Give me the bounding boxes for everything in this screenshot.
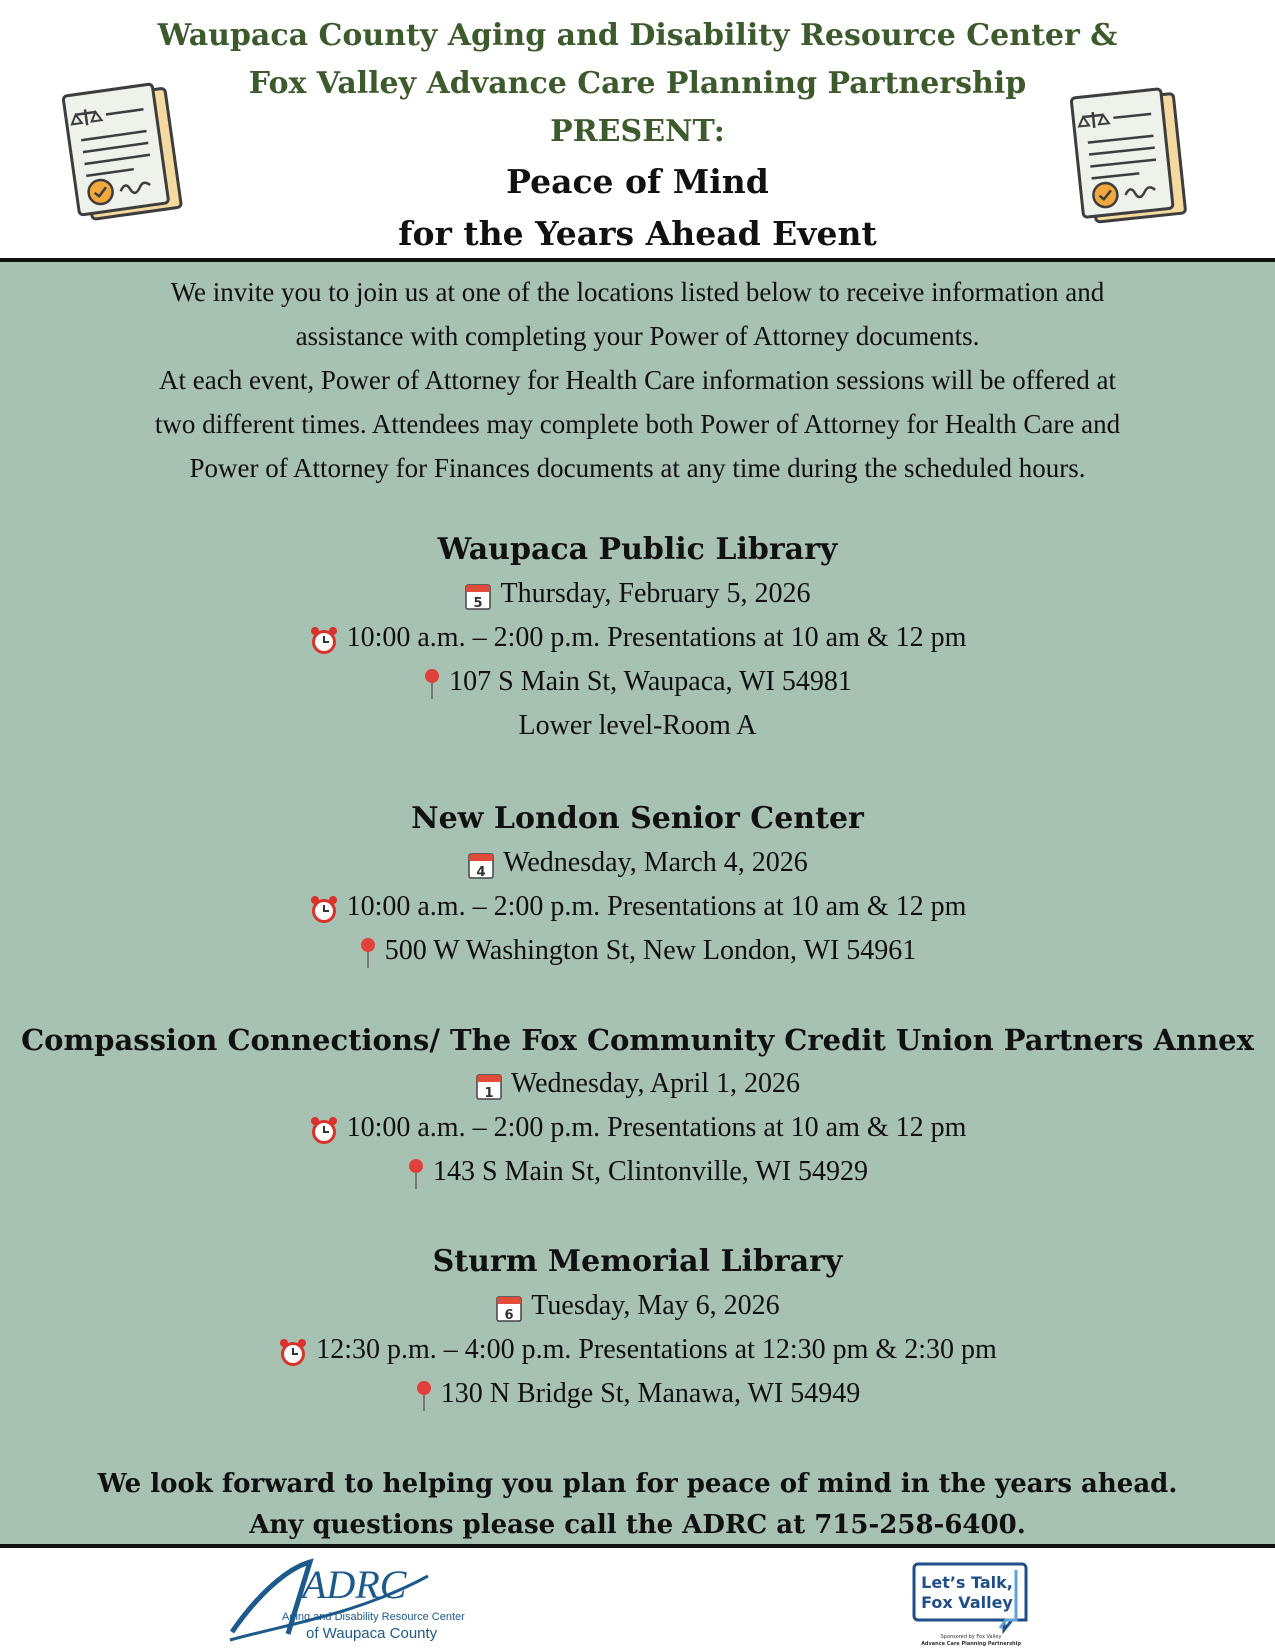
svg-text:5: 5 <box>473 595 484 611</box>
footer <box>0 1548 1275 1650</box>
event-location-name: Sturm Memorial Library <box>432 1244 843 1279</box>
event-address-text: 130 N Bridge St, Manawa, WI 54949 <box>440 1378 861 1409</box>
event-address <box>0 660 1275 704</box>
calendar-icon <box>464 581 492 611</box>
closing-line: Any questions please call the ADRC at 715-258-6400. <box>249 1510 1026 1540</box>
svg-text:ADRC: ADRC <box>302 1562 407 1607</box>
event-date-text: Wednesday, March 4, 2026 <box>503 847 808 878</box>
svg-text:1: 1 <box>484 1085 494 1101</box>
event-time-text: 10:00 a.m. – 2:00 p.m. Presentations at 10 am & 12 pm <box>346 1112 967 1143</box>
event-room: Lower level-Room A <box>518 710 757 741</box>
event-date <box>0 572 1275 616</box>
event-clintonville <box>0 1018 1275 1194</box>
header <box>0 0 1275 258</box>
event-address-text: 500 W Washington St, New London, WI 54961 <box>384 935 917 966</box>
svg-text:Sponsored by Fox Valley: Sponsored by Fox Valley <box>940 1634 1002 1640</box>
svg-text:Fox Valley: Fox Valley <box>921 1593 1013 1612</box>
pushpin-icon <box>359 937 377 969</box>
intro-line: two different times. Attendees may complete both Power of Attorney for Health Care and <box>154 409 1121 439</box>
svg-text:4: 4 <box>476 864 486 880</box>
pushpin-icon <box>423 668 441 700</box>
event-date-text: Wednesday, April 1, 2026 <box>510 1068 801 1099</box>
alarm-clock-icon <box>309 625 339 655</box>
event-date-text: Tuesday, May 6, 2026 <box>531 1290 780 1321</box>
event-title-line-2: for the Years Ahead Event <box>398 214 877 253</box>
calendar-icon <box>475 1071 503 1101</box>
intro-line: We invite you to join us at one of the locations listed below to receive information and <box>170 277 1105 307</box>
calendar-icon <box>495 1293 523 1323</box>
alarm-clock-icon <box>278 1337 308 1367</box>
event-address-text: 143 S Main St, Clintonville, WI 54929 <box>432 1156 869 1187</box>
alarm-clock-icon <box>309 894 339 924</box>
pushpin-icon <box>407 1158 425 1190</box>
adrc-logo <box>228 1554 465 1646</box>
org-line-1: Waupaca County Aging and Disability Resource Center & <box>157 18 1118 53</box>
event-address-text: 107 S Main St, Waupaca, WI 54981 <box>449 666 852 697</box>
calendar-icon <box>467 850 495 880</box>
event-time-text: 12:30 p.m. – 4:00 p.m. Presentations at 12:30 pm & 2:30 pm <box>316 1334 997 1365</box>
intro-line: assistance with completing your Power of Attorney documents. <box>295 321 980 351</box>
intro-line: At each event, Power of Attorney for Health Care information sessions will be offered at <box>159 365 1116 395</box>
event-manawa <box>0 1240 1275 1416</box>
intro-line: Power of Attorney for Finances documents at any time during the scheduled hours. <box>189 453 1086 483</box>
event-location-name: Waupaca Public Library <box>437 532 838 567</box>
event-location-name: Compassion Connections/ The Fox Community Credit Union Partners Annex <box>21 1023 1254 1057</box>
event-address <box>0 1150 1275 1194</box>
present-label: PRESENT: <box>550 114 725 149</box>
event-details-panel <box>0 262 1275 1544</box>
alarm-clock-icon <box>309 1115 339 1145</box>
event-time <box>0 1106 1275 1150</box>
event-time-text: 10:00 a.m. – 2:00 p.m. Presentations at 10 am & 12 pm <box>346 622 967 653</box>
event-address <box>0 929 1275 973</box>
intro-paragraph <box>20 270 1255 490</box>
event-date-text: Thursday, February 5, 2026 <box>500 578 811 609</box>
event-time-text: 10:00 a.m. – 2:00 p.m. Presentations at 10 am & 12 pm <box>346 891 967 922</box>
org-line-2: Fox Valley Advance Care Planning Partnership <box>248 66 1027 101</box>
svg-text:Advance Care Planning Partners: Advance Care Planning Partnership <box>921 1641 1021 1647</box>
event-time <box>0 1328 1275 1372</box>
legal-document-icon <box>62 82 192 232</box>
event-date <box>0 1284 1275 1328</box>
legal-document-icon <box>1068 86 1198 236</box>
svg-text:Let’s Talk,: Let’s Talk, <box>921 1573 1013 1592</box>
closing-line: We look forward to helping you plan for peace of mind in the years ahead. <box>97 1469 1178 1499</box>
svg-text:of Waupaca County: of Waupaca County <box>306 1625 438 1642</box>
event-date <box>0 841 1275 885</box>
svg-text:Aging and Disability Resource: Aging and Disability Resource Center <box>282 1611 465 1623</box>
event-title-line-1: Peace of Mind <box>506 162 769 201</box>
closing-message <box>0 1464 1275 1546</box>
event-date <box>0 1062 1275 1106</box>
event-waupaca <box>0 528 1275 748</box>
event-location-name: New London Senior Center <box>411 801 864 836</box>
pushpin-icon <box>415 1380 433 1412</box>
lets-talk-fox-valley-logo <box>912 1560 1030 1646</box>
event-address <box>0 1372 1275 1416</box>
event-new-london <box>0 797 1275 973</box>
event-time <box>0 616 1275 660</box>
event-time <box>0 885 1275 929</box>
svg-text:6: 6 <box>504 1307 514 1323</box>
